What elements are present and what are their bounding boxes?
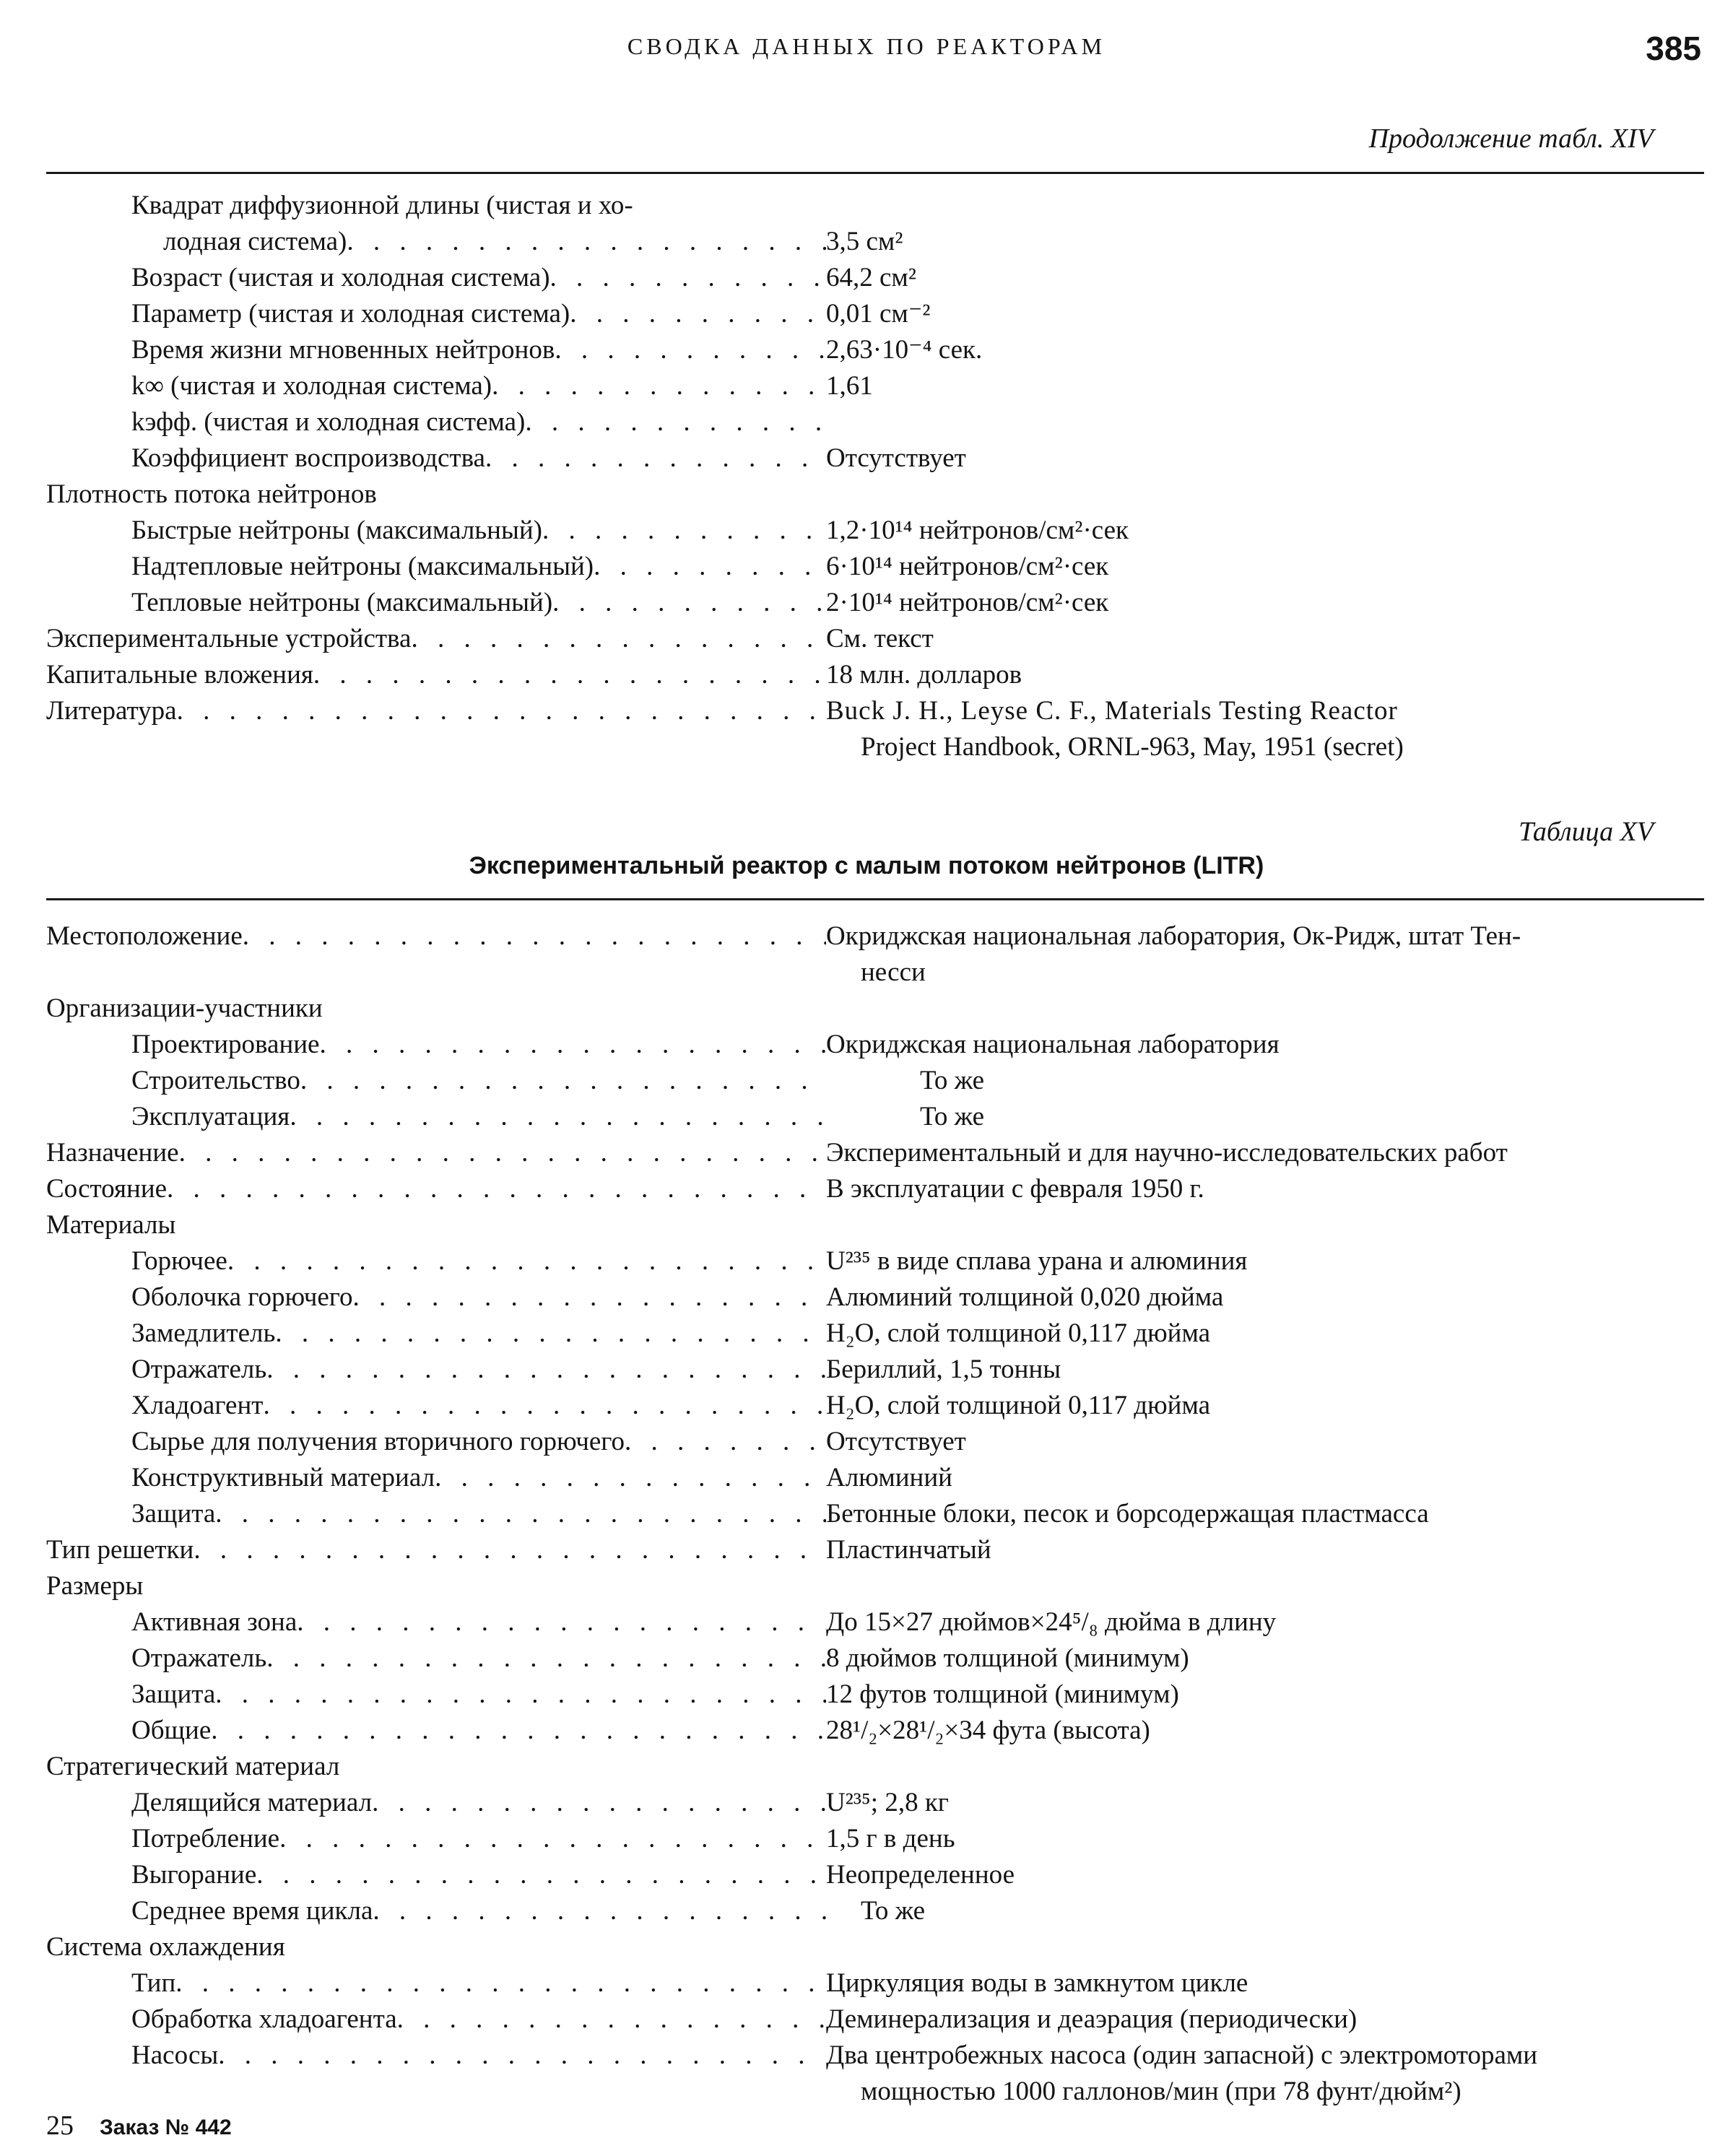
leader-dots (243, 918, 826, 991)
table-caption: Таблица XV (1519, 817, 1654, 847)
row-value: 8 дюймов толщиной (минимум) (826, 1643, 1189, 1673)
row-label: Хладоагент (131, 1391, 264, 1420)
leader-dots (167, 1171, 826, 1207)
row-value: 28¹/₂×28¹/₂×34 фута (высота) (826, 1716, 1150, 1745)
leader-dots (372, 1785, 826, 1821)
row-label: Защита (131, 1679, 216, 1709)
reference-citation: Buck J. H., Leyse C. F., Materials Testing Reactor (826, 696, 1398, 726)
row-label: Оболочка горючего (131, 1282, 353, 1312)
row-value (826, 693, 1708, 765)
row-value: 1,2·10¹⁴ нейтронов/см²·сек (826, 516, 1129, 545)
row-value: 18 млн. долларов (826, 660, 1022, 690)
leader-dots (263, 1388, 826, 1424)
table-top-rule (46, 172, 1704, 174)
table-row (46, 1496, 1707, 1532)
table-row (46, 1713, 1707, 1749)
row-label: Тип решетки (46, 1535, 194, 1565)
running-title: СВОДКА ДАННЫХ ПО РЕАКТОРАМ (627, 33, 1106, 59)
row-label: Быстрые нейтроны (максимальный) (131, 516, 542, 545)
leader-dots (218, 2038, 826, 2110)
leader-dots (319, 1027, 826, 1063)
table-row (46, 188, 1707, 260)
leader-dots (266, 1640, 826, 1677)
leader-dots (313, 657, 826, 693)
row-value: До 15×27 дюймов×24⁵/₈ дюйма в длину (826, 1607, 1277, 1637)
table-row (46, 657, 1707, 693)
table-row (46, 1640, 1707, 1677)
row-value (826, 404, 1708, 440)
page-header (0, 29, 1733, 72)
row-value: Неопределенное (826, 1860, 1015, 1890)
group-heading: Организации-участники (46, 994, 323, 1023)
leader-dots (279, 1821, 826, 1857)
leader-dots (525, 404, 826, 440)
row-label: Замедлитель (131, 1318, 276, 1348)
row-label: Делящийся материал (131, 1788, 373, 1817)
row-label: Эксплуатация (131, 1102, 290, 1131)
table-row (46, 1063, 1707, 1099)
row-value: Отсутствует (826, 1427, 966, 1456)
leader-dots (177, 693, 826, 765)
table-top-rule (46, 898, 1704, 900)
row-label: Местоположение (46, 921, 243, 951)
table-row (46, 549, 1707, 585)
leader-dots (435, 1460, 826, 1496)
row-value: 64,2 см² (826, 263, 916, 292)
row-value: H₂O, слой толщиной 0,117 дюйма (826, 1391, 1211, 1420)
row-label: Литература (46, 696, 177, 726)
table-row (46, 1893, 1707, 1929)
table-row (46, 1965, 1707, 2001)
table-row (46, 1604, 1707, 1640)
row-label: Среднее время цикла (131, 1896, 373, 1926)
group-heading: Материалы (46, 1210, 176, 1240)
group-heading: Стратегический материал (46, 1752, 340, 1781)
row-value: Отсутствует (826, 443, 966, 473)
print-order: Заказ № 442 (100, 2116, 232, 2139)
table-row (46, 1027, 1707, 1063)
table-title: Экспериментальный реактор с малым потоком нейтронов (LITR) (469, 852, 1264, 879)
table-row (46, 1388, 1707, 1424)
reference-citation-cont: Project Handbook, ORNL-963, May, 1951 (secret) (861, 732, 1404, 762)
table-row-group-heading (46, 1568, 1707, 1604)
row-label: Время жизни мгновенных нейтронов (131, 335, 555, 365)
table-row (46, 513, 1707, 549)
table-row-group-heading (46, 1929, 1707, 1965)
row-value: 0,01 см⁻² (826, 299, 931, 329)
row-label: Тепловые нейтроны (максимальный) (131, 588, 553, 617)
row-value: 2,63·10⁻⁴ сек. (826, 335, 983, 365)
table-row (46, 2038, 1707, 2110)
row-label: Тип (131, 1968, 176, 1998)
page-number: 385 (1646, 30, 1701, 67)
row-value: Пластинчатый (826, 1535, 991, 1565)
table-row-group-heading (46, 1749, 1707, 1785)
table-row-group-heading (46, 477, 1707, 513)
leader-dots (175, 1965, 826, 2001)
leader-dots (550, 260, 826, 296)
leader-dots (347, 224, 826, 260)
row-label: kэфф. (чистая и холодная система) (131, 407, 526, 437)
leader-dots (179, 1135, 826, 1171)
group-heading: Плотность потока нейтронов (46, 479, 377, 509)
row-label: Коэффициент воспроизводства (131, 443, 485, 473)
row-value: В эксплуатации с февраля 1950 г. (826, 1174, 1204, 1204)
leader-dots (297, 1604, 826, 1640)
leader-dots (211, 1713, 826, 1749)
row-label: Защита (131, 1499, 216, 1529)
row-label: Назначение (46, 1138, 179, 1168)
table-row (46, 1460, 1707, 1496)
row-label: Экспериментальные устройства (46, 624, 412, 653)
row-label: Обработка хладоагента (131, 2004, 397, 2034)
leader-dots (492, 368, 826, 404)
row-value: См. текст (826, 624, 934, 653)
table-row (46, 1279, 1707, 1316)
group-heading: Размеры (46, 1571, 144, 1601)
row-value: Окриджская национальная лаборатория (826, 1030, 1280, 1059)
row-value: Циркуляция воды в замкнутом цикле (826, 1968, 1248, 1998)
signature-number: 25 (46, 2111, 74, 2141)
leader-dots (275, 1316, 826, 1352)
row-value: Два центробежных насоса (один запасной) с электромоторами мощностью 1000 галлонов/мин (при 78 фунт/дюйм²) (826, 2040, 1538, 2106)
row-value: U²³⁵; 2,8 кг (826, 1788, 949, 1817)
table-row (46, 260, 1707, 296)
row-value: Деминерализация и деаэрация (периодически) (826, 2004, 1358, 2034)
table-row (46, 1532, 1707, 1568)
row-value: 6·10¹⁴ нейтронов/см²·сек (826, 552, 1109, 581)
leader-dots (256, 1857, 826, 1893)
table-row (46, 404, 1707, 440)
table-row (46, 1857, 1707, 1893)
table-row (46, 1677, 1707, 1713)
table-row (46, 585, 1707, 621)
row-label: Сырье для получения вторичного горючего (131, 1427, 625, 1456)
leader-dots (215, 1496, 826, 1532)
row-value: Бетонные блоки, песок и борсодержащая пластмасса (826, 1499, 1429, 1529)
table-row-group-heading (46, 991, 1707, 1027)
table-row (46, 1352, 1707, 1388)
table-continuation-caption: Продолжение табл. XIV (1368, 123, 1654, 154)
table-row-group-heading (46, 1207, 1707, 1243)
row-value: Экспериментальный и для научно-исследовательских работ (826, 1138, 1508, 1168)
row-label: Отражатель (131, 1643, 267, 1673)
page-footer (46, 2110, 232, 2142)
row-label: Общие (131, 1716, 212, 1745)
table-row (46, 2001, 1707, 2038)
table-row (46, 1171, 1707, 1207)
table-row (46, 332, 1707, 368)
leader-dots (625, 1424, 826, 1460)
row-label: Возраст (чистая и холодная система) (131, 263, 550, 292)
table-row (46, 1099, 1707, 1135)
leader-dots (353, 1279, 826, 1316)
table-xiv-continuation (46, 188, 1707, 765)
row-label: Состояние (46, 1174, 168, 1204)
row-value: Алюминий (826, 1463, 952, 1492)
row-label: Капитальные вложения (46, 660, 313, 690)
leader-dots (194, 1532, 826, 1568)
row-value: 12 футов толщиной (минимум) (826, 1679, 1179, 1709)
row-value: Алюминий толщиной 0,020 дюйма (826, 1282, 1224, 1312)
row-label: Активная зона (131, 1607, 297, 1637)
leader-dots (411, 621, 826, 657)
row-value: H₂O, слой толщиной 0,117 дюйма (826, 1318, 1211, 1348)
row-label: Горючее (131, 1246, 227, 1276)
leader-dots (570, 296, 826, 332)
row-label: Строительство (131, 1066, 300, 1095)
leader-dots (555, 332, 826, 368)
table-row (46, 918, 1707, 991)
table-xv (46, 918, 1707, 2110)
leader-dots (266, 1352, 826, 1388)
leader-dots (300, 1063, 826, 1099)
table-row (46, 693, 1707, 765)
leader-dots (542, 513, 826, 549)
leader-dots (485, 440, 826, 477)
row-value: То же (861, 1896, 926, 1926)
row-value: U²³⁵ в виде сплава урана и алюминия (826, 1246, 1248, 1276)
table-row (46, 1821, 1707, 1857)
row-label: k∞ (чистая и холодная система) (131, 371, 492, 401)
row-label: Проектирование (131, 1030, 320, 1059)
table-row (46, 621, 1707, 657)
leader-dots (594, 549, 826, 585)
row-label: Потребление (131, 1824, 280, 1853)
table-row (46, 440, 1707, 477)
table-row (46, 1785, 1707, 1821)
row-label: Квадрат диффузионной длины (чистая и хо- лодная система) . . . (46, 188, 826, 260)
row-label: Выгорание (131, 1860, 257, 1890)
leader-dots (552, 585, 826, 621)
row-label: Параметр (чистая и холодная система) (131, 299, 570, 329)
row-value: То же (920, 1102, 985, 1131)
row-value: 2·10¹⁴ нейтронов/см²·сек (826, 588, 1109, 617)
leader-dots (215, 1677, 826, 1713)
leader-dots (397, 2001, 826, 2038)
table-row (46, 1243, 1707, 1279)
row-label: Насосы (131, 2040, 219, 2070)
row-label: Надтепловые нейтроны (максимальный) (131, 552, 594, 581)
row-label: Отражатель (131, 1355, 267, 1384)
row-value: Окриджская национальная лаборатория, Ок-Ридж, штат Тен- несси (826, 921, 1521, 987)
row-value: 1,5 г в день (826, 1824, 955, 1853)
table-row (46, 368, 1707, 404)
group-heading: Система охлаждения (46, 1932, 285, 1962)
row-value: То же (920, 1066, 985, 1095)
row-value: 3,5 см² (826, 227, 903, 256)
leader-dots (373, 1893, 826, 1929)
row-value: Бериллий, 1,5 тонны (826, 1355, 1061, 1384)
row-value: 1,61 (826, 371, 873, 401)
table-row (46, 1424, 1707, 1460)
table-row (46, 1135, 1707, 1171)
table-row (46, 1316, 1707, 1352)
leader-dots (227, 1243, 826, 1279)
row-label: Конструктивный материал (131, 1463, 435, 1492)
leader-dots (290, 1099, 826, 1135)
table-row (46, 296, 1707, 332)
